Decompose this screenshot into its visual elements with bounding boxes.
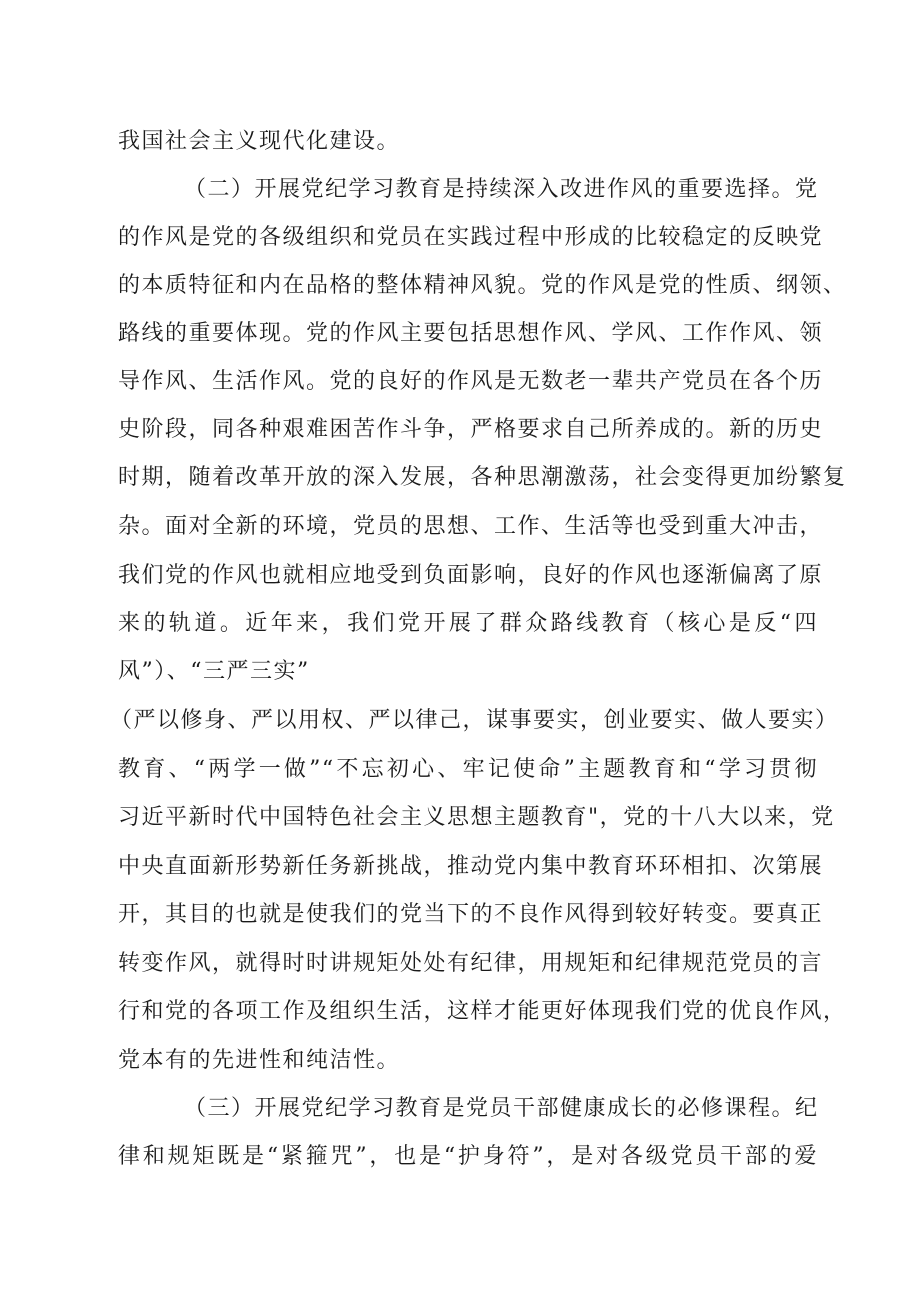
text-line: 路线的重要体现。党的作风主要包括思想作风、学风、工作作风、领	[118, 321, 824, 346]
text-line: 风”）、“三严三实”	[118, 659, 310, 684]
text-line: 杂。面对全新的环境，党员的思想、工作、生活等也受到重大冲击，	[118, 514, 824, 539]
text-line: 的本质特征和内在品格的整体精神风貌。党的作风是党的性质、纲领、	[118, 273, 847, 298]
text-line: 时期，随着改革开放的深入发展，各种思潮激荡，社会变得更加纷繁复	[118, 465, 847, 490]
text-line: 来的轨道。近年来，我们党开展了群众路线教育（核心是反“四	[118, 611, 818, 636]
text-line: 习近平新时代中国特色社会主义思想主题教育"，党的十八大以来，党	[118, 805, 835, 830]
text-line: 史阶段，同各种艰难困苦作斗争，严格要求自己所养成的。新的历史	[118, 417, 824, 442]
text-line: 中央直面新形势新任务新挑战，推动党内集中教育环环相扣、次第展	[118, 854, 824, 879]
text-line: 导作风、生活作风。党的良好的作风是无数老一辈共产党员在各个历	[118, 369, 824, 394]
text-line: 的作风是党的各级组织和党员在实践过程中形成的比较稳定的反映党	[118, 225, 824, 250]
text-line: 律和规矩既是“紧箍咒”，也是“护身符”，是对各级党员干部的爱	[118, 1144, 818, 1169]
text-line: 转变作风，就得时时讲规矩处处有纪律，用规矩和纪律规范党员的言	[118, 951, 824, 976]
text-line: （严以修身、严以用权、严以律己，谋事要实，创业要实、做人要实）	[110, 708, 839, 733]
paragraph-heading-3: （三）开展党纪学习教育是党员干部健康成长的必修课程。纪	[184, 1096, 819, 1121]
text-line: 我们党的作风也就相应地受到负面影响，良好的作风也逐渐偏离了原	[118, 563, 824, 588]
text-line: 开，其目的也就是使我们的党当下的不良作风得到较好转变。要真正	[118, 902, 824, 927]
text-line: 党本有的先进性和纯洁性。	[118, 1048, 401, 1073]
paragraph-heading-2: （二）开展党纪学习教育是持续深入改进作风的重要选择。党	[184, 177, 819, 202]
text-line: 教育、“两学一做”“不忘初心、牢记使命”主题教育和“学习贯彻	[118, 757, 818, 782]
text-line: 行和党的各项工作及组织生活，这样才能更好体现我们党的优良作风，	[118, 999, 847, 1024]
text-line: 我国社会主义现代化建设。	[118, 129, 401, 154]
